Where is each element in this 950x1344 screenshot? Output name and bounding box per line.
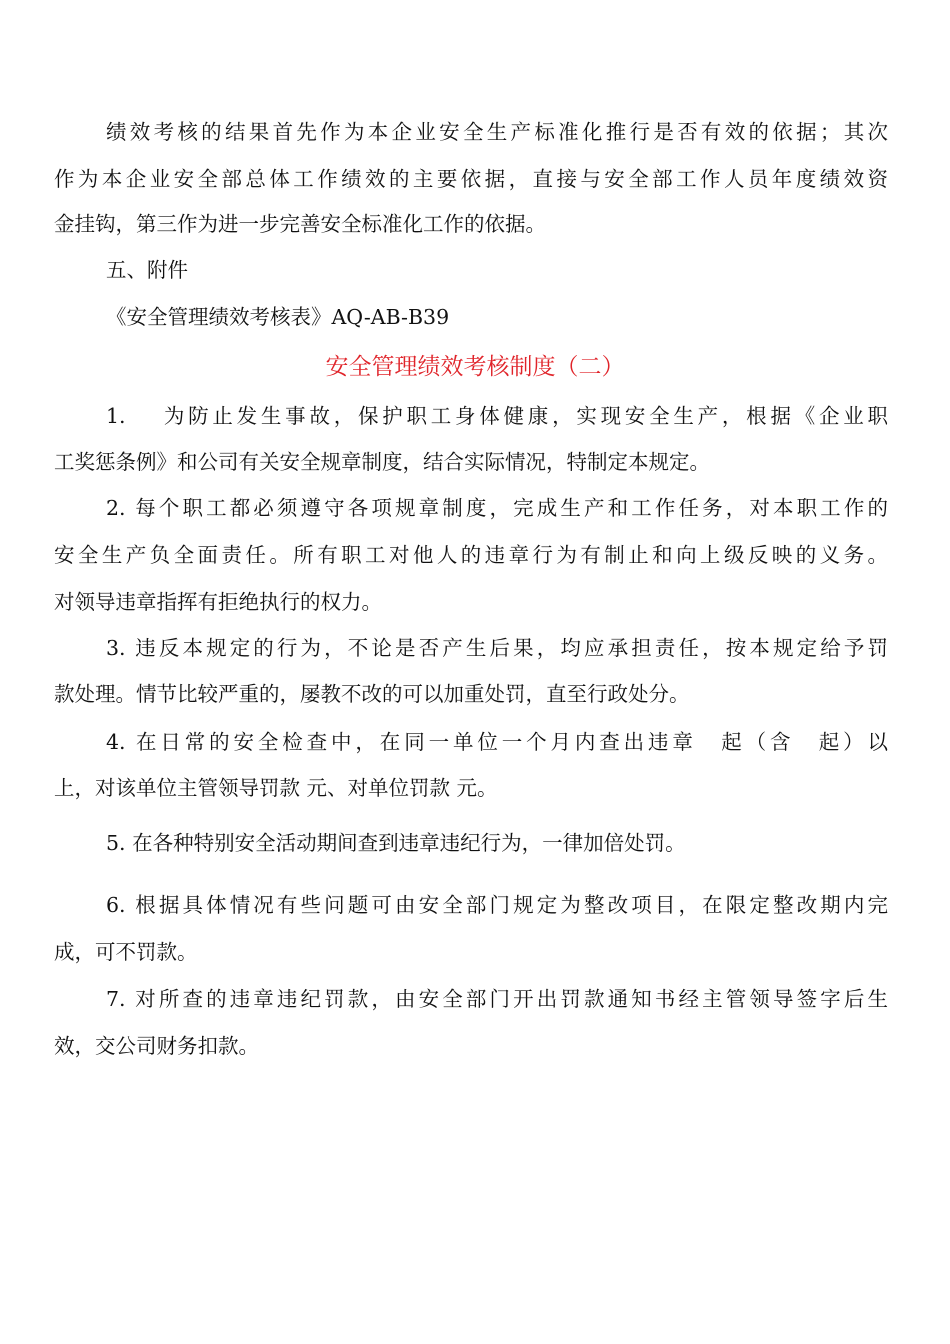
regulation-item-line: 成，可不罚款。 — [54, 940, 198, 964]
intro-line: 作为本企业安全部总体工作绩效的主要依据，直接与安全部工作人员年度绩效资 — [54, 167, 888, 191]
intro-line: 绩效考核的结果首先作为本企业安全生产标准化推行是否有效的依据；其次 — [106, 120, 888, 144]
appendix-reference: 《安全管理绩效考核表》AQ-AB-B39 — [106, 305, 450, 329]
regulation-item-line: 效，交公司财务扣款。 — [54, 1034, 259, 1058]
regulation-item-line: 6. 根据具体情况有些问题可由安全部门规定为整改项目，在限定整改期内完 — [106, 893, 888, 917]
regulation-item-line: 3. 违反本规定的行为，不论是否产生后果，均应承担责任，按本规定给予罚 — [106, 636, 888, 660]
regulation-item-line: 2. 每个职工都必须遵守各项规章制度，完成生产和工作任务，对本职工作的 — [106, 496, 888, 520]
regulation-item-line: 5. 在各种特别安全活动期间查到违章违纪行为，一律加倍处罚。 — [106, 831, 686, 855]
regulation-item-line: 1. 为防止发生事故，保护职工身体健康，实现安全生产，根据《企业职 — [106, 404, 888, 428]
regulation-item-line: 款处理。情节比较严重的，屡教不改的可以加重处罚，直至行政处分。 — [54, 682, 690, 706]
regulation-item-line: 4. 在日常的安全检查中，在同一单位一个月内查出违章 起（含 起）以 — [106, 730, 888, 754]
regulation-item-line: 7. 对所查的违章违纪罚款，由安全部门开出罚款通知书经主管领导签字后生 — [106, 987, 888, 1011]
appendix-heading: 五、附件 — [106, 258, 188, 282]
regulation-item-line: 安全生产负全面责任。所有职工对他人的违章行为有制止和向上级反映的义务。 — [54, 543, 888, 567]
regulation-title: 安全管理绩效考核制度（二） — [325, 354, 625, 380]
regulation-item-line: 工奖惩条例》和公司有关安全规章制度，结合实际情况，特制定本规定。 — [54, 450, 710, 474]
regulation-item-line: 上，对该单位主管领导罚款 元、对单位罚款 元。 — [54, 776, 498, 800]
regulation-item-line: 对领导违章指挥有拒绝执行的权力。 — [54, 590, 382, 614]
intro-line: 金挂钩，第三作为进一步完善安全标准化工作的依据。 — [54, 212, 546, 236]
